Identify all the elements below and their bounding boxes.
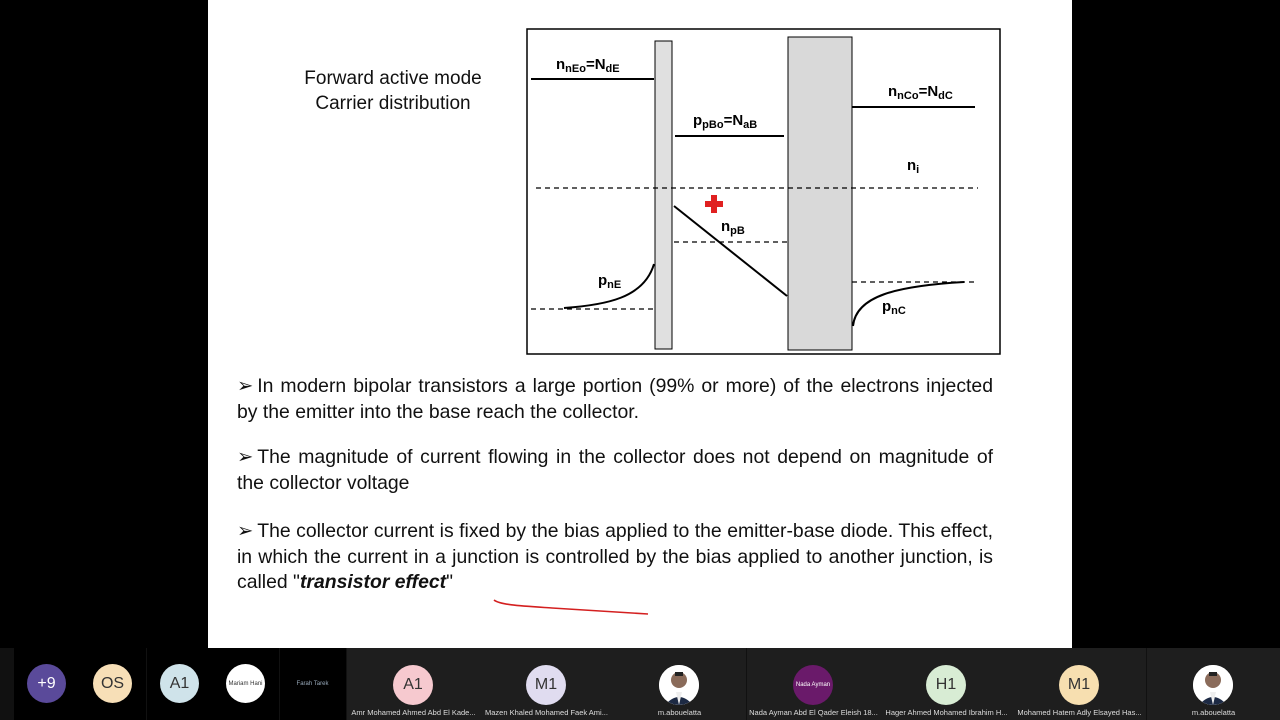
avatar-initials: A1 (169, 674, 190, 692)
label-pBo: $p_{pBo}=N_{aB}$ (693, 112, 758, 131)
participant-tile[interactable] (880, 648, 1013, 720)
closing-quote: " (446, 571, 454, 593)
participant-avatar (226, 664, 265, 703)
title-line-2: Carrier distribution (315, 93, 471, 114)
eb-junction-bar (655, 41, 672, 349)
participant-name: Amr Mohamed Ahmed Abd El Kade... (351, 708, 476, 717)
bullet-text-1: In modern bipolar transistors a large portion (99% or more) of the electrons injected by the emitter into the base reach the collector. (237, 375, 993, 423)
slide (208, 0, 1072, 648)
participant-avatar (1059, 665, 1099, 705)
avatar-initials: Nada Ayman (795, 682, 831, 688)
label-pnC: $p_{nC}$ (882, 298, 906, 317)
avatar-initials: M1 (1067, 676, 1091, 693)
red-annotation-underline (492, 596, 652, 618)
bullet-paragraph-3 (237, 519, 993, 596)
participant-tile[interactable] (280, 648, 346, 720)
participant-avatar (793, 665, 833, 705)
participant-tile[interactable] (480, 648, 613, 720)
participant-name: m.abouelatta (657, 708, 702, 717)
participant-tile[interactable] (1013, 648, 1146, 720)
participant-name: Nada Ayman Abd El Qader Eleish 18... (749, 708, 878, 717)
avatar-initials: Farah Tarek (296, 680, 329, 687)
participant-tile[interactable] (613, 648, 746, 720)
participant-avatar (27, 664, 66, 703)
label-pnE: $p_{nE}$ (598, 272, 622, 291)
participant-avatar (926, 665, 966, 705)
participant-name: Mazen Khaled Mohamed Faek Ami... (485, 708, 608, 717)
bullet-text-3: The collector current is fixed by the bias applied to the emitter-base diode. This effect, in which the current in a junction is controlled by the bias applied to another junction, is called " (237, 520, 993, 593)
avatar-initials: OS (100, 674, 125, 692)
participant-tile[interactable] (747, 648, 880, 720)
label-nCo: $n_{nCo}=N_{dC}$ (888, 83, 953, 102)
participant-tile[interactable] (213, 648, 279, 720)
participant-avatar (160, 664, 199, 703)
participant-tile[interactable] (347, 648, 480, 720)
cb-depletion-region (788, 37, 852, 350)
bullet-arrow-icon: ➢ (237, 446, 254, 468)
diagram-frame (527, 29, 1000, 354)
bullet-arrow-icon: ➢ (237, 375, 254, 397)
bullet-paragraph-1 (237, 374, 993, 425)
avatar-initials: Mariam Hani (228, 680, 263, 687)
participant-tile[interactable] (147, 648, 213, 720)
participant-tile[interactable] (1147, 648, 1280, 720)
participant-name: Hager Ahmed Mohamed Ibrahim H... (885, 708, 1008, 717)
participant-avatar (526, 665, 566, 705)
title-line-1: Forward active mode (304, 68, 482, 89)
label-ni: $n_i$ (907, 157, 920, 176)
participant-name: Mohamed Hatem Adly Elsayed Has... (1017, 708, 1142, 717)
avatar-initials: A1 (403, 676, 423, 693)
participant-photo-icon (1193, 665, 1233, 705)
participant-name: m.abouelatta (1191, 708, 1236, 717)
bullet-text-2: The magnitude of current flowing in the collector does not depend on magnitude of the collector voltage (237, 446, 993, 494)
participant-avatar (393, 665, 433, 705)
avatar-initials: +9 (37, 674, 56, 692)
label-nEo: $n_{nEo}=N_{dE}$ (556, 56, 620, 75)
participant-strip (0, 648, 1280, 720)
label-npB: $n_{pB}$ (721, 218, 745, 237)
participant-avatar (293, 664, 332, 703)
participant-tile[interactable] (14, 648, 80, 720)
carrier-distribution-diagram (526, 28, 1002, 356)
participant-avatar (93, 664, 132, 703)
avatar-initials: M1 (534, 676, 558, 693)
bullet-arrow-icon: ➢ (237, 520, 254, 542)
participant-tile[interactable] (80, 648, 146, 720)
bullet-paragraph-2 (237, 445, 993, 496)
slide-title (278, 66, 508, 116)
avatar-initials: H1 (935, 676, 957, 693)
transistor-effect-term: transistor effect (299, 571, 447, 593)
participant-photo-icon (659, 665, 699, 705)
